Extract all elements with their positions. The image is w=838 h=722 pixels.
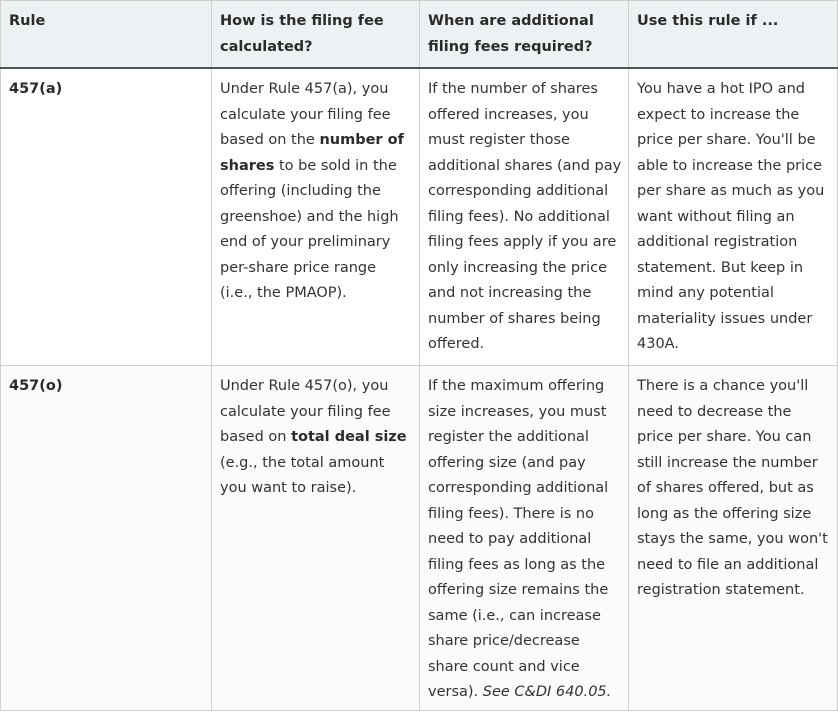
rule-cell: 457(a) — [1, 68, 212, 366]
cdi-reference: See C&DI 640.05. — [482, 684, 612, 700]
header-rule: Rule — [1, 1, 212, 69]
calculation-basis: number of shares — [220, 132, 404, 174]
calculation-cell — [212, 366, 420, 711]
calculation-text-rest: (e.g., the total amount you want to raise). — [220, 454, 385, 496]
calculation-basis: total deal size — [291, 429, 407, 445]
calculation-text: Under Rule 457(o), you calculate your filing fee based on — [220, 378, 391, 445]
calculation-text: Under Rule 457(a), you calculate your filing fee based on the — [220, 81, 391, 148]
table-row — [1, 366, 838, 711]
calculation-cell — [212, 68, 420, 366]
table-body — [1, 68, 838, 710]
calculation-text-rest: to be sold in the offering (including the greenshoe) and the high end of your preliminary per-share price range (i.e., the PMAOP). — [220, 157, 399, 301]
rule-cell: 457(o) — [1, 366, 212, 711]
table-header — [1, 1, 838, 69]
header-calculation: How is the filing fee calculated? — [212, 1, 420, 69]
use-rule-if-cell: There is a chance you'll need to decrease the price per share. You can still increase the number of shares offered, but as long as the offering size stays the same, you won't need to file an additional registration statement. — [629, 366, 838, 711]
table-row — [1, 68, 838, 366]
use-rule-if-cell: You have a hot IPO and expect to increase the price per share. You'll be able to increase the price per share as much as you want without filing an additional registration statement. But keep in mind any potential materiality issues under 430A. — [629, 68, 838, 366]
header-use-rule-if: Use this rule if ... — [629, 1, 838, 69]
additional-fees-text: If the maximum offering size increases, you must register the additional offering size (and pay corresponding additional filing fees). There is no need to pay additional filing fees as long as the offering size remains the same (i.e., can increase share price/decrease share count and vice versa). — [428, 378, 609, 700]
additional-fees-cell — [420, 366, 629, 711]
header-additional-fees: When are additional filing fees required? — [420, 1, 629, 69]
header-row — [1, 1, 838, 69]
additional-fees-cell: If the number of shares offered increases, you must register those additional shares (and pay corresponding additional filing fees). No additional filing fees apply if you are only increasing the price and not increasing the number of shares being offered. — [420, 68, 629, 366]
